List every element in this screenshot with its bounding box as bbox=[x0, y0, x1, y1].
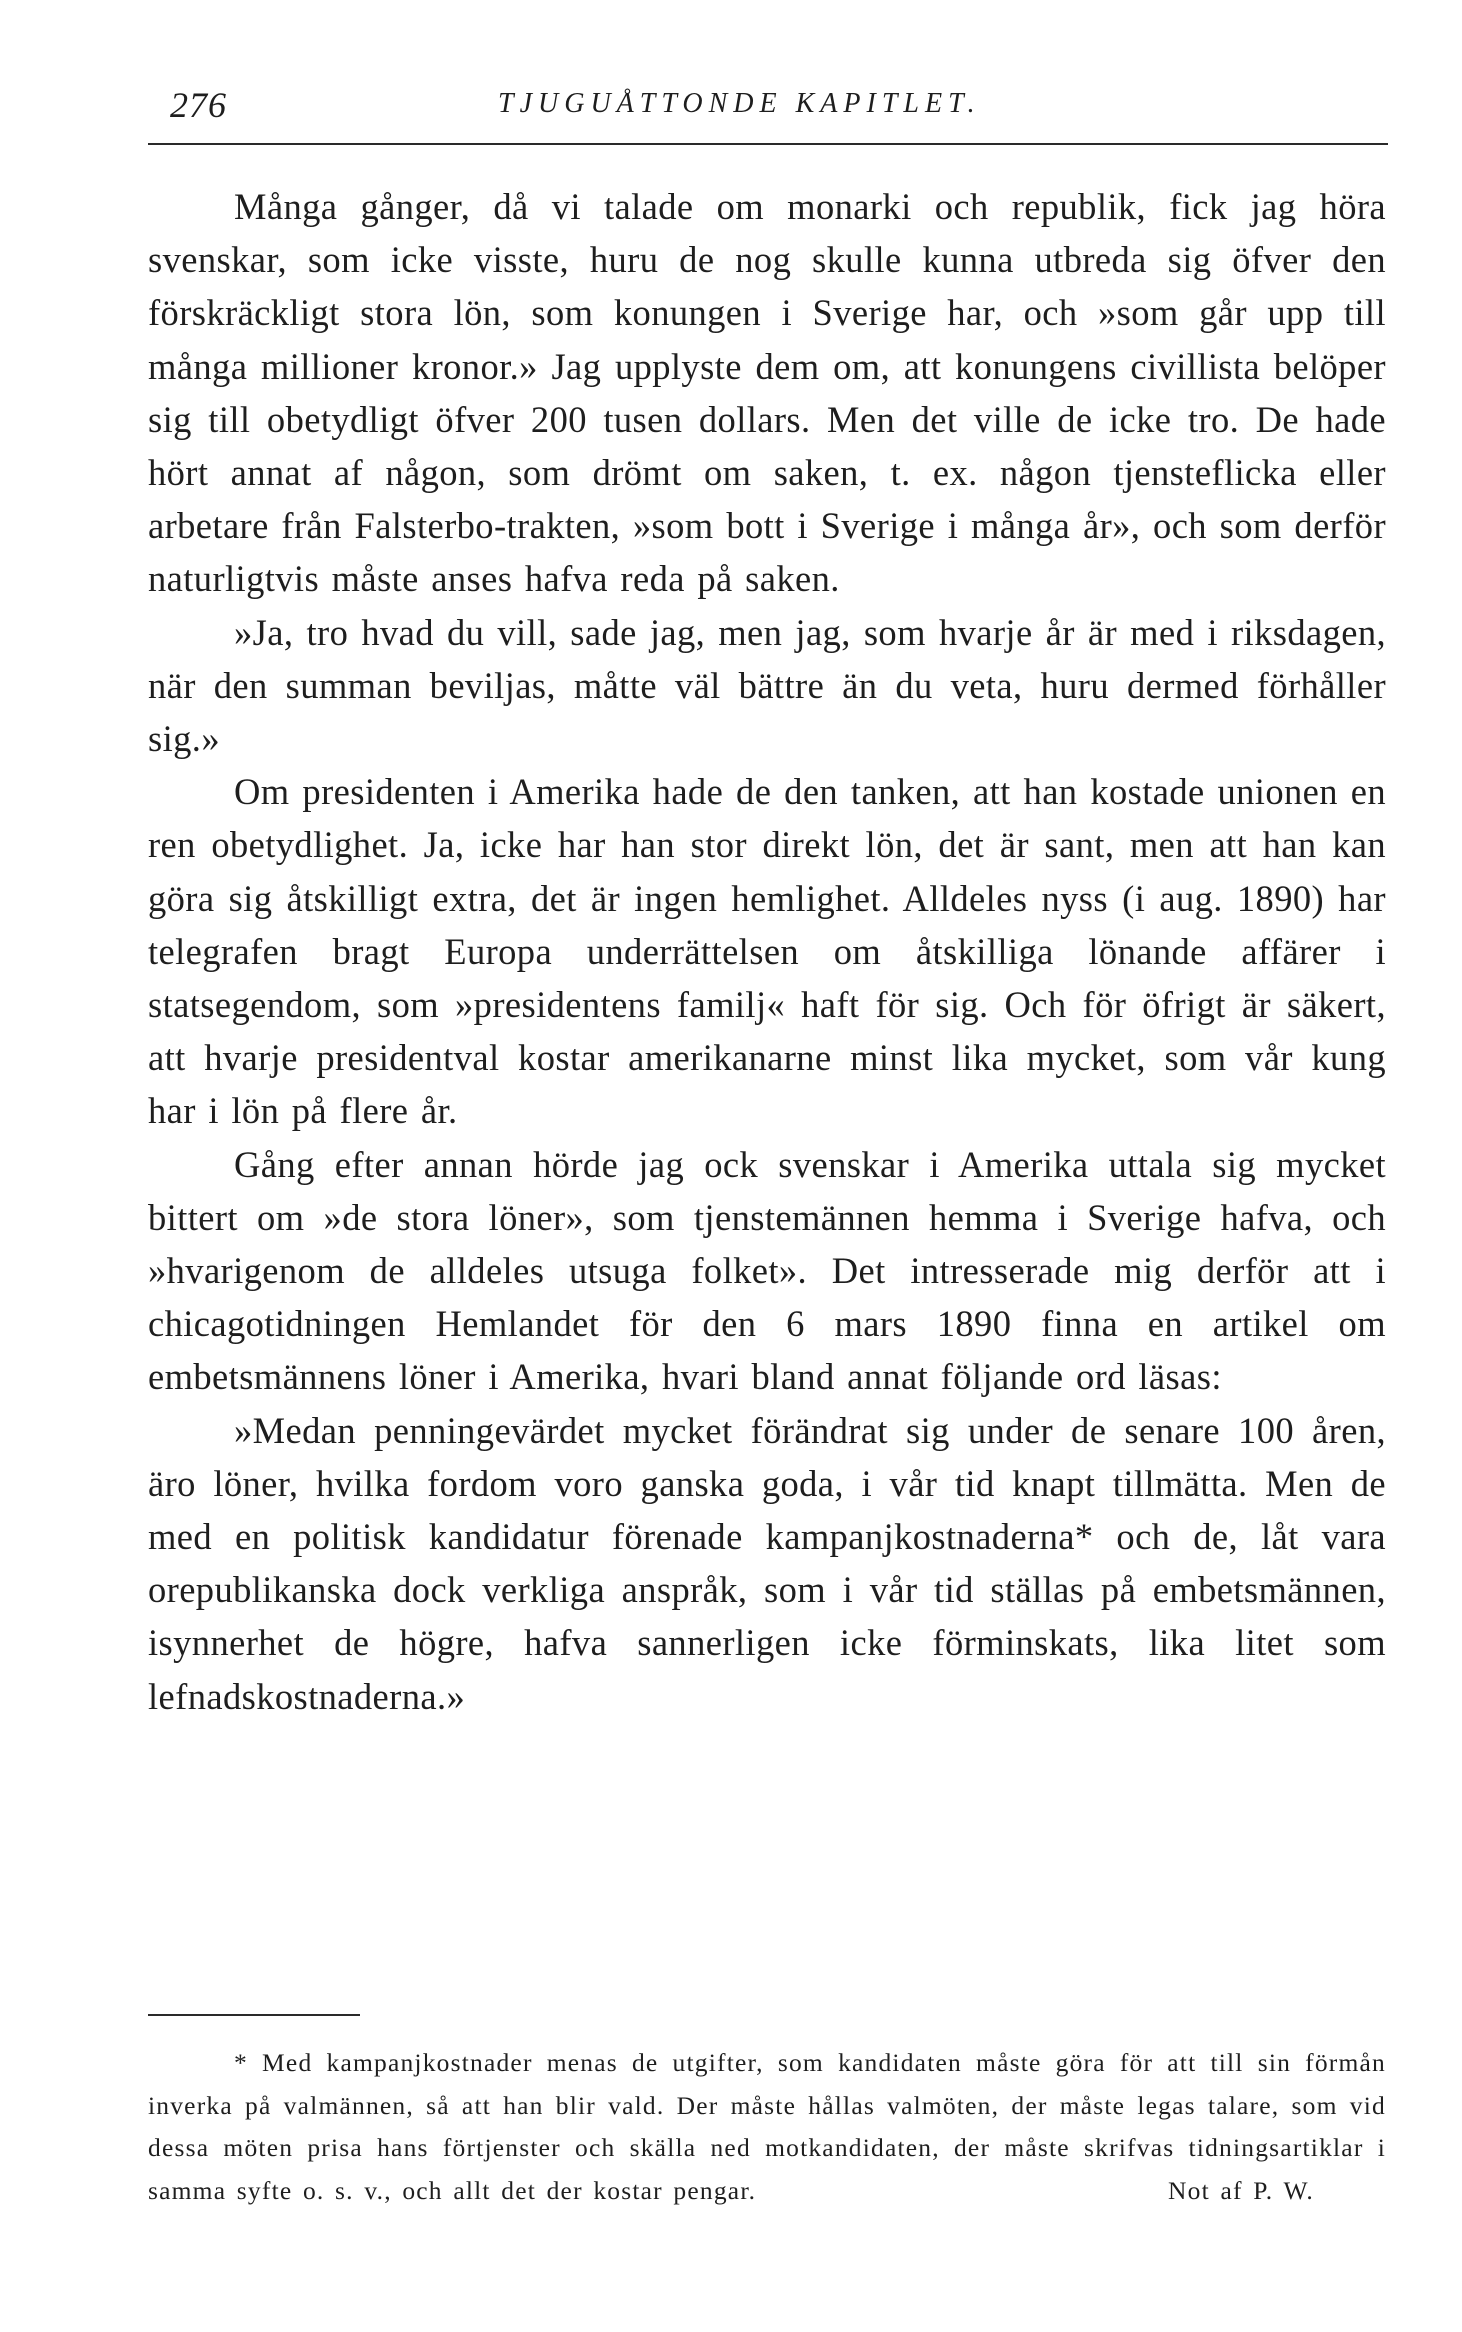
paragraph-1: Många gånger, då vi talade om monarki och republik, fick jag höra svenskar, som icke visste, huru de nog skulle kunna utbreda sig öfver den förskräckligt stora lön, som konungen i Sverige har, och »som går upp till många millioner kronor.» Jag upplyste dem om, att konungens civillista belöper sig till obetydligt öfver 200 tusen dollars. Men det ville de icke tro. De hade hört annat af någon, som drömt om saken, t. ex. någon tjensteflicka eller arbetare från Falsterbo-trakten, »som bott i Sverige i många år», och som derför naturligtvis måste anses hafva reda på saken. bbox=[148, 186, 1386, 600]
paragraph-5-quotation: »Medan penningevärdet mycket förändrat sig under de senare 100 åren, äro löner, hvilka fordom voro ganska goda, i vår tid knapt tillmätta. Men de med en politisk kandidatur förenade kampanjkostnaderna* och de, låt vara orepublikanska dock verkliga anspråk, som i vår tid ställas på embetsmännen, isynnerhet de högre, hafva sannerligen icke förminskats, lika litet som lefnadskostnaderna.» bbox=[148, 1409, 1386, 1717]
header-rule bbox=[148, 143, 1388, 145]
paragraph-2: »Ja, tro hvad du vill, sade jag, men jag, som hvarje år är med i riksdagen, när den summan beviljas, måtte väl bättre än du veta, huru dermed förhåller sig.» bbox=[148, 611, 1386, 760]
footnote-signature: Not af P. W. bbox=[1168, 2175, 1314, 2205]
page-header bbox=[148, 84, 1388, 124]
body-text bbox=[148, 180, 1386, 1723]
footnote-rule bbox=[148, 2014, 360, 2016]
paragraph-4: Gång efter annan hörde jag ock svenskar i Amerika uttala sig mycket bittert om »de stora löner», som tjenstemännen hemma i Sverige hafva, och »hvarigenom de alldeles utsuga folket». Det intresserade mig derför att i chicagotidningen Hemlandet för den 6 mars 1890 finna en artikel om embetsmännens löner i Amerika, hvari bland annat följande ord läsas: bbox=[148, 1143, 1386, 1398]
paragraph-3: Om presidenten i Amerika hade de den tanken, att han kostade unionen en ren obetydlighet. Ja, icke har han stor direkt lön, det är sant, men att han kan göra sig åtskilligt extra, det är ingen hemlighet. Alldeles nyss (i aug. 1890) har telegrafen bragt Europa underrättelsen om åtskilliga lönande affärer i statsegendom, som »presidentens familj« haft för sig. Och för öfrigt är säkert, att hvarje presidentval kostar amerikanarne minst lika mycket, som vår kung har i lön på flere år. bbox=[148, 771, 1386, 1132]
footnote-text: * Med kampanjkostnader menas de utgifter, som kandidaten måste göra för att till sin förmån inverka på valmännen, så att han blir vald. Der måste hållas valmöten, der måste legas talare, som vid dessa möten prisa hans förtjenster och skälla ned motkandidaten, der måste skrifvas tidningsartiklar i samma syfte o. s. v., och allt det der kostar pengar. bbox=[148, 2048, 1386, 2205]
page-number: 276 bbox=[170, 85, 227, 125]
running-head: TJUGUÅTTONDE KAPITLET. bbox=[498, 88, 981, 119]
footnote bbox=[148, 2042, 1386, 2212]
